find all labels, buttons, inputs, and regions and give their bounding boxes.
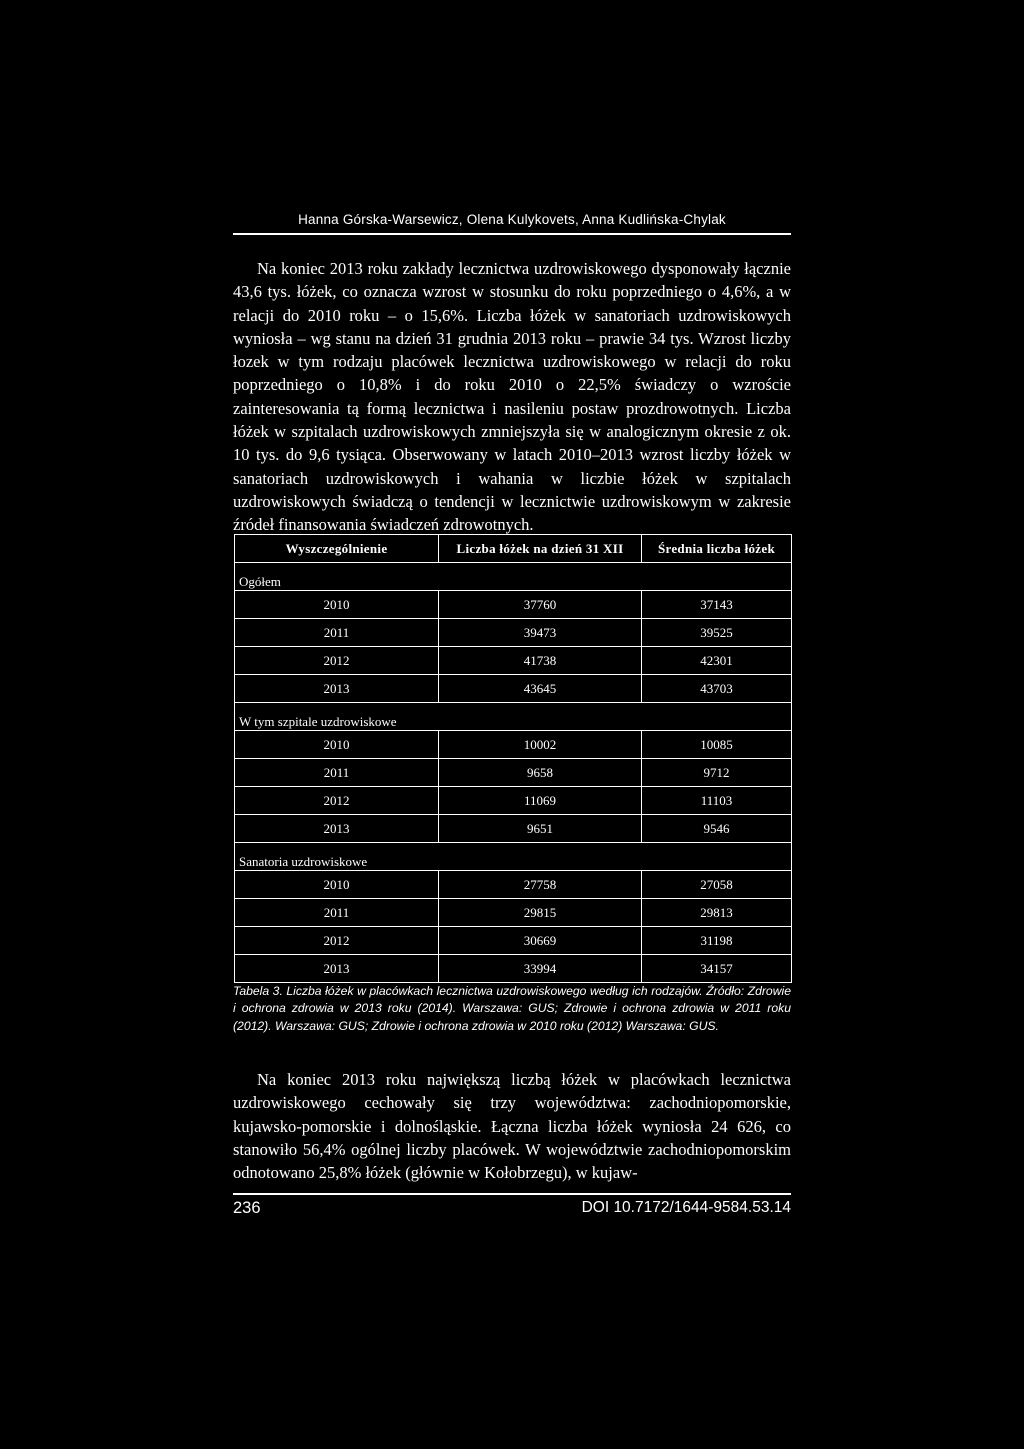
year-cell: 2012 — [235, 927, 439, 955]
header-cell-specification: Wyszczególnienie — [235, 535, 439, 563]
table-row — [235, 871, 792, 899]
year-cell: 2011 — [235, 759, 439, 787]
page-number: 236 — [233, 1199, 261, 1217]
avg-beds-cell: 27058 — [642, 871, 792, 899]
beds-dec31-cell: 29815 — [439, 899, 642, 927]
beds-dec31-cell: 39473 — [439, 619, 642, 647]
beds-dec31-cell: 11069 — [439, 787, 642, 815]
year-cell: 2010 — [235, 731, 439, 759]
year-cell: 2010 — [235, 591, 439, 619]
section-empty-cell — [642, 563, 792, 591]
beds-dec31-cell: 37760 — [439, 591, 642, 619]
avg-beds-cell: 34157 — [642, 955, 792, 983]
footer-rule — [233, 1193, 791, 1195]
beds-table — [234, 534, 792, 983]
avg-beds-cell: 10085 — [642, 731, 792, 759]
year-cell: 2011 — [235, 899, 439, 927]
avg-beds-cell: 11103 — [642, 787, 792, 815]
body-paragraph-1: Na koniec 2013 roku zakłady lecznictwa uzdrowiskowego dysponowały łącznie 43,6 tys. łóżek, co oznacza wzrost w stosunku do roku poprzedniego o 4,6%, a w relacji do 2010 roku – o 15,6%. Liczba łóżek w sanatoriach uzdrowiskowych wyniosła – wg stanu na dzień 31 grudnia 2013 roku – prawie 34 tys. Wzrost liczby łozek w tym rodzaju placówek lecznictwa uzdrowiskowego w relacji do roku poprzedniego o 10,8% i do roku 2010 o 22,5% świadczy o wzroście zainteresowania tą formą lecznictwa i nasileniu postaw prozdrowotnych. Liczba łóżek w szpitalach uzdrowiskowych zmniejszyła się w analogicznym okresie z ok. 10 tys. do 9,6 tysiąca. Obserwowany w latach 2010–2013 wzrost liczby łóżek w sanatoriach uzdrowiskowych i wahania w liczbie łóżek w szpitalach uzdrowiskowych świadczą o tendencji w lecznictwie uzdrowiskowym w zakresie źródeł finansowania świadczeń zdrowotnych. — [233, 259, 791, 535]
section-label: Ogółem — [235, 563, 642, 591]
beds-dec31-cell: 10002 — [439, 731, 642, 759]
year-cell: 2012 — [235, 647, 439, 675]
year-cell: 2013 — [235, 675, 439, 703]
beds-dec31-cell: 9658 — [439, 759, 642, 787]
section-label: W tym szpitale uzdrowiskowe — [235, 703, 642, 731]
body-paragraph-2: Na koniec 2013 roku największą liczbą łóżek w placówkach lecznictwa uzdrowiskowego cechowały się trzy województwa: zachodniopomorskie, kujawsko-pomorskie i dolnośląskie. Łączna liczba łóżek wyniosła 24 626, co stanowiło 56,4% ogólnej liczby placówek. W województwie zachodniopomorskim odnotowano 25,8% łóżek (głównie w Kołobrzegu), w kujaw- — [233, 1070, 791, 1183]
doi-label: DOI 10.7172/1644-9584.53.14 — [581, 1199, 791, 1216]
table-section-row — [235, 843, 792, 871]
avg-beds-cell: 9546 — [642, 815, 792, 843]
year-cell: 2011 — [235, 619, 439, 647]
beds-dec31-cell: 33994 — [439, 955, 642, 983]
table-row — [235, 815, 792, 843]
table-row — [235, 759, 792, 787]
section-empty-cell — [642, 703, 792, 731]
header-rule — [233, 233, 791, 235]
document-page — [233, 0, 791, 1449]
table-section-row — [235, 703, 792, 731]
beds-dec31-cell: 27758 — [439, 871, 642, 899]
table-row — [235, 927, 792, 955]
avg-beds-cell: 37143 — [642, 591, 792, 619]
beds-dec31-cell: 43645 — [439, 675, 642, 703]
table-caption: Tabela 3. Liczba łóżek w placówkach lecznictwa uzdrowiskowego według ich rodzajów. Źródło: Zdrowie i ochrona zdrowia w 2013 roku (2014). Warszawa: GUS; Zdrowie i ochrona zdrowia w 2011 roku (2012). Warszawa: GUS; Zdrowie i ochrona zdrowia w 2010 roku (2012) Warszawa: GUS. — [233, 984, 791, 1033]
table-row — [235, 675, 792, 703]
table-row — [235, 899, 792, 927]
header-cell-avg-beds: Średnia liczba łóżek — [642, 535, 792, 563]
section-empty-cell — [642, 843, 792, 871]
beds-dec31-cell: 9651 — [439, 815, 642, 843]
table-row — [235, 955, 792, 983]
table-row — [235, 647, 792, 675]
year-cell: 2013 — [235, 815, 439, 843]
table-section-row — [235, 563, 792, 591]
avg-beds-cell: 43703 — [642, 675, 792, 703]
table-row — [235, 787, 792, 815]
header-cell-beds-dec31: Liczba łóżek na dzień 31 XII — [439, 535, 642, 563]
year-cell: 2012 — [235, 787, 439, 815]
table-row — [235, 731, 792, 759]
year-cell: 2010 — [235, 871, 439, 899]
section-label: Sanatoria uzdrowiskowe — [235, 843, 642, 871]
year-cell: 2013 — [235, 955, 439, 983]
beds-dec31-cell: 41738 — [439, 647, 642, 675]
beds-dec31-cell: 30669 — [439, 927, 642, 955]
avg-beds-cell: 42301 — [642, 647, 792, 675]
table-row — [235, 591, 792, 619]
avg-beds-cell: 9712 — [642, 759, 792, 787]
avg-beds-cell: 39525 — [642, 619, 792, 647]
avg-beds-cell: 31198 — [642, 927, 792, 955]
avg-beds-cell: 29813 — [642, 899, 792, 927]
table-row — [235, 619, 792, 647]
table-header-row — [235, 535, 792, 563]
running-head: Hanna Górska-Warsewicz, Olena Kulykovets, Anna Kudlińska-Chylak — [298, 212, 726, 227]
